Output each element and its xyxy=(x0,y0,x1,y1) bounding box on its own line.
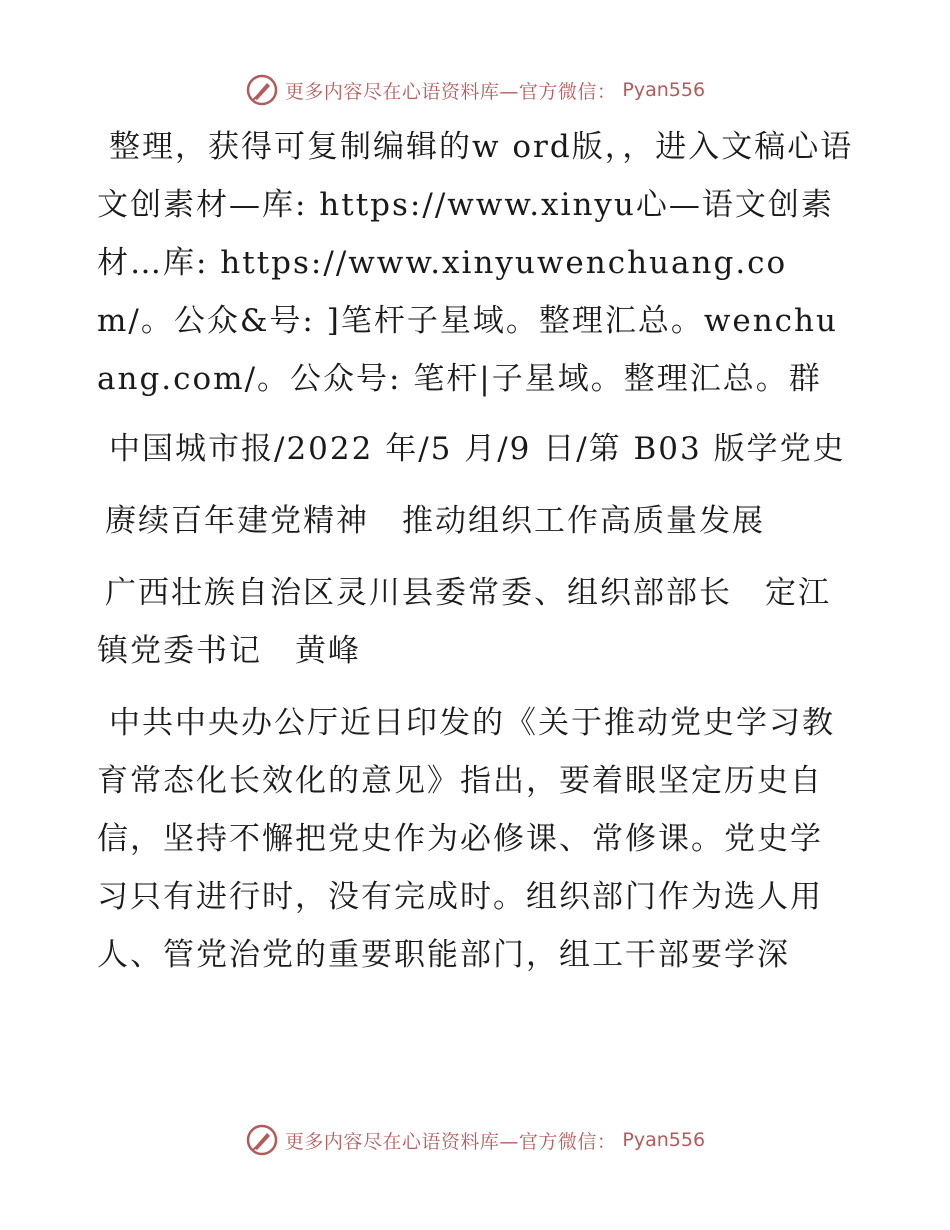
footer-banner-text: 更多内容尽在心语资料库—官方微信： xyxy=(284,1130,617,1153)
document-body xyxy=(97,118,855,998)
author-line: 广西壮族自治区灵川县委常委、组织部部长 定江镇党委书记 黄峰 xyxy=(97,575,831,669)
body-paragraph: 中共中央办公厅近日印发的《关于推动党史学习教育常态化长效化的意见》指出，要着眼坚定历史自信，坚持不懈把党史作为必修课、常修课。党史学习只有进行时，没有完成时。组织部门作为选人用人、管党治党的重要职能部门，组工干部要学深 xyxy=(97,705,835,973)
quill-pen-logo-icon xyxy=(245,73,279,107)
footer-banner xyxy=(0,1120,950,1160)
quill-pen-logo-icon xyxy=(245,1123,279,1157)
intro-paragraph: 整理，获得可复制编辑的w ord版，，进入文稿心语文创素材—库: https://www.xinyu心—语文创素材…库: https://www.xinyuwenchuang.com/。公众&号: ]笔杆子星域。整理汇总。wenchuang.com/。公众号: 笔杆|子星域。整理汇总。群 xyxy=(97,129,854,397)
header-banner xyxy=(0,70,950,110)
footer-wechat-id: Pyan556 xyxy=(622,1129,706,1151)
header-wechat-id: Pyan556 xyxy=(622,79,706,101)
source-line: 中国城市报/2022 年/5 月/9 日/第 B03 版学党史 xyxy=(109,431,846,467)
header-banner-text: 更多内容尽在心语资料库—官方微信： xyxy=(284,80,617,103)
article-title: 赓续百年建党精神 推动组织工作高质量发展 xyxy=(105,503,765,539)
